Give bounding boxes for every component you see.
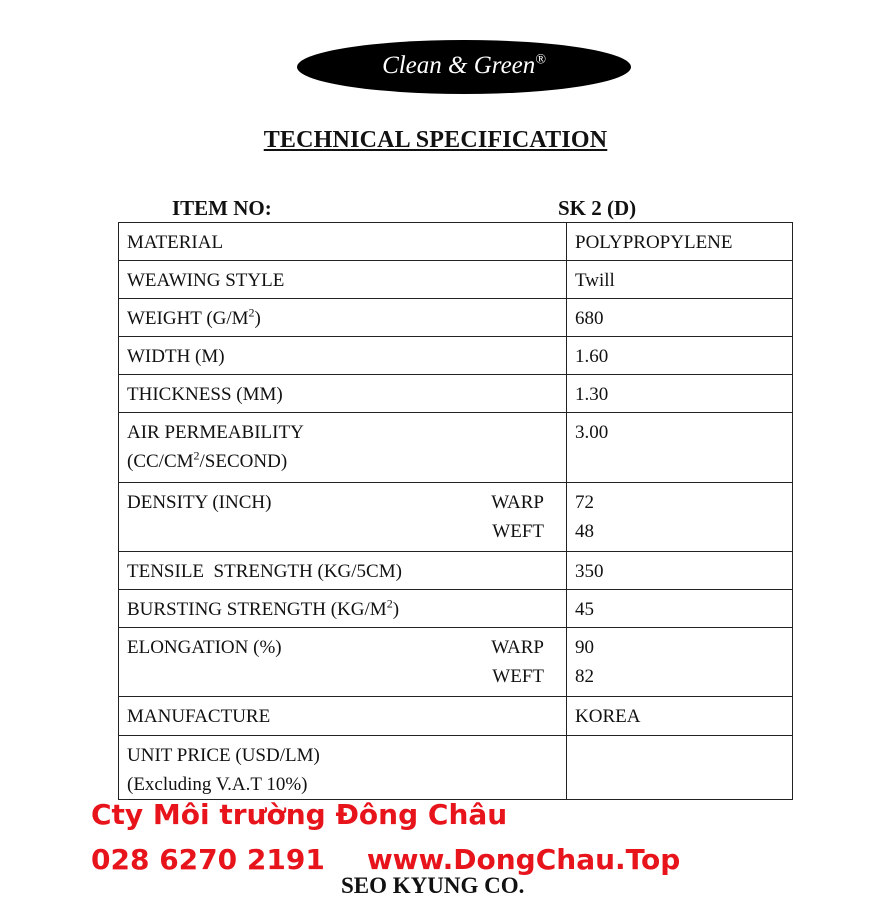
density-label: DENSITY (INCH) [127,492,272,513]
company-name: Cty Môi trường Đông Châu [91,798,508,831]
website-link[interactable]: www.DongChau.Top [366,843,681,876]
bursting-strength-value: 45 [567,590,793,628]
elongation-weft-value: 82 [575,666,594,687]
spec-table [118,222,793,800]
row-tensile-strength [119,552,793,590]
bursting-strength-text: BURSTING STRENGTH (KG/M [127,599,387,620]
weaving-style-label: WEAWING STYLE [119,261,567,299]
weight-label-sup: 2 [248,305,255,320]
row-density [119,483,793,552]
density-warp-label: WARP [491,492,544,513]
row-thickness [119,375,793,413]
air-permeability-unit-suffix: /SECOND) [199,451,288,472]
elongation-value-cell [567,628,793,697]
air-permeability-line2 [127,447,558,476]
logo-registered-mark: ® [535,52,546,68]
density-weft-label: WEFT [492,521,544,542]
width-label: WIDTH (M) [119,337,567,375]
item-no-label: ITEM NO: [172,196,272,220]
row-bursting-strength [119,590,793,628]
weight-label [119,299,567,337]
air-permeability-value: 3.00 [567,413,793,483]
item-no-value: SK 2 (D) [558,196,637,220]
manufacture-value: KOREA [567,697,793,736]
width-value: 1.60 [567,337,793,375]
row-weaving-style [119,261,793,299]
unit-price-label [119,736,567,800]
elongation-label: ELONGATION (%) [127,637,282,658]
air-permeability-line1: AIR PERMEABILITY [127,422,304,443]
tensile-strength-label: TENSILE STRENGTH (KG/5CM) [119,552,567,590]
row-air-permeability [119,413,793,483]
bursting-strength-sup: 2 [386,596,393,611]
row-manufacture [119,697,793,736]
density-warp-value: 72 [575,492,594,513]
row-elongation [119,628,793,697]
thickness-value: 1.30 [567,375,793,413]
air-permeability-sup: 2 [193,448,200,463]
elongation-warp-value: 90 [575,637,594,658]
weight-label-text: WEIGHT (G/M [127,308,249,329]
unit-price-line1: UNIT PRICE (USD/LM) [127,745,320,766]
row-weight [119,299,793,337]
contact-line [91,843,680,876]
material-label: MATERIAL [119,223,567,261]
material-value: POLYPROPYLENE [567,223,793,261]
manufacturer-footer: SEO KYUNG CO. [341,873,525,898]
tensile-strength-value: 350 [567,552,793,590]
elongation-label-cell [119,628,567,697]
brand-logo [297,40,631,94]
elongation-warp-label: WARP [491,637,544,658]
bursting-strength-label [119,590,567,628]
unit-price-value [567,736,793,800]
weaving-style-value: Twill [567,261,793,299]
phone-number: 028 6270 2191 [91,843,325,876]
manufacture-label: MANUFACTURE [119,697,567,736]
row-width [119,337,793,375]
logo-text: Clean & Green [382,52,536,79]
bursting-strength-suffix: ) [392,599,400,620]
page-title: TECHNICAL SPECIFICATION [263,127,608,153]
weight-value: 680 [567,299,793,337]
row-unit-price [119,736,793,800]
weight-label-suffix: ) [254,308,261,329]
unit-price-line2: (Excluding V.A.T 10%) [127,774,308,795]
air-permeability-unit: (CC/CM [127,451,194,472]
density-label-cell [119,483,567,552]
thickness-label: THICKNESS (MM) [119,375,567,413]
elongation-weft-label: WEFT [492,666,544,687]
density-value-cell [567,483,793,552]
air-permeability-label [119,413,567,483]
density-weft-value: 48 [575,521,594,542]
row-material [119,223,793,261]
